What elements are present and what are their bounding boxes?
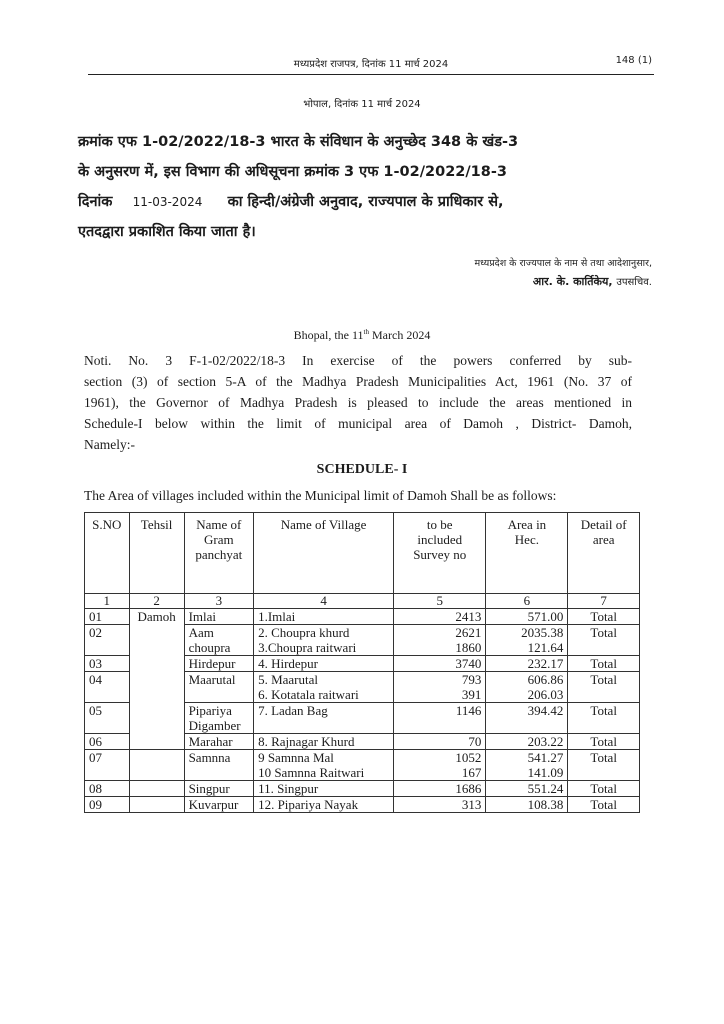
detail-value: Total bbox=[590, 750, 617, 765]
gram-panchayat-line1: Marahar bbox=[188, 734, 233, 749]
cell-tehsil bbox=[129, 750, 184, 781]
cell-survey-no bbox=[394, 672, 486, 703]
col-number: 6 bbox=[486, 594, 568, 609]
cell-gram-panchayat bbox=[184, 750, 254, 781]
table-row bbox=[85, 609, 640, 625]
header-detail bbox=[568, 513, 640, 594]
cell-tehsil bbox=[129, 609, 184, 750]
header-survey bbox=[394, 513, 486, 594]
village-line2: 3.Choupra raitwari bbox=[258, 640, 357, 655]
cell-detail bbox=[568, 703, 640, 734]
cell-detail bbox=[568, 781, 640, 797]
cell-survey-no bbox=[394, 609, 486, 625]
cell-survey-no bbox=[394, 703, 486, 734]
cell-survey-no bbox=[394, 797, 486, 813]
hindi-line-3-rest: का हिन्दी/अंग्रेजी अनुवाद, राज्यपाल के प्राधिकार से, bbox=[227, 194, 504, 210]
gram-panchayat-line1: Singpur bbox=[188, 781, 230, 796]
cell-sno bbox=[85, 672, 130, 703]
sno-value: 03 bbox=[89, 656, 102, 671]
hindi-dinank: दिनांक bbox=[78, 194, 113, 210]
cell-village bbox=[254, 750, 394, 781]
gram-panchayat-line2: Digamber bbox=[188, 718, 241, 733]
cell-gram-panchayat bbox=[184, 781, 254, 797]
schedule-rows bbox=[85, 609, 640, 813]
gazette-title: मध्यप्रदेश राजपत्र, दिनांक 11 मार्च 2024 bbox=[293, 59, 449, 70]
table-row bbox=[85, 781, 640, 797]
sno-value: 07 bbox=[89, 750, 102, 765]
cell-tehsil bbox=[129, 781, 184, 797]
survey-no-line1: 313 bbox=[461, 797, 482, 812]
detail-value: Total bbox=[590, 609, 617, 624]
cell-area bbox=[486, 734, 568, 750]
header-village: Name of Village bbox=[254, 513, 394, 594]
header-area bbox=[486, 513, 568, 594]
village-line1: 2. Choupra khurd bbox=[258, 625, 350, 640]
detail-value: Total bbox=[590, 672, 617, 687]
area-hec-line1: 203.22 bbox=[527, 734, 564, 749]
village-line2: 6. Kotatala raitwari bbox=[258, 687, 359, 702]
sno-value: 02 bbox=[89, 625, 102, 640]
cell-area bbox=[486, 750, 568, 781]
col-number: 1 bbox=[85, 594, 130, 609]
hindi-line-1: क्रमांक एफ 1-02/2022/18-3 भारत के संविधान के अनुच्छेद 348 के खंड-3 bbox=[78, 134, 519, 150]
area-hec-line1: 571.00 bbox=[527, 609, 564, 624]
survey-no-line1: 70 bbox=[468, 734, 482, 749]
area-hec-line1: 551.24 bbox=[527, 781, 564, 796]
hindi-signature-authority: मध्यप्रदेश के राज्यपाल के नाम से तथा आदेशानुसार, bbox=[474, 258, 652, 269]
area-hec-line1: 606.86 bbox=[527, 672, 564, 687]
cell-sno bbox=[85, 797, 130, 813]
cell-sno bbox=[85, 734, 130, 750]
village-line1: 1.Imlai bbox=[258, 609, 296, 624]
cell-sno bbox=[85, 656, 130, 672]
table-row bbox=[85, 750, 640, 781]
detail-value: Total bbox=[590, 703, 617, 718]
sno-value: 04 bbox=[89, 672, 102, 687]
gram-panchayat-line1: Imlai bbox=[188, 609, 216, 624]
cell-area bbox=[486, 781, 568, 797]
header-detail-line1: Detail of bbox=[580, 517, 627, 532]
col-number: 7 bbox=[568, 594, 640, 609]
survey-no-line1: 1052 bbox=[455, 750, 482, 765]
area-hec-line2: 206.03 bbox=[527, 687, 564, 702]
survey-no-line1: 1146 bbox=[455, 703, 482, 718]
hindi-signature bbox=[533, 274, 652, 289]
signatory-name: आर. के. कार्तिकेय, bbox=[532, 275, 613, 288]
village-line1: 4. Hirdepur bbox=[258, 656, 318, 671]
cell-detail bbox=[568, 750, 640, 781]
cell-gram-panchayat bbox=[184, 672, 254, 703]
sno-value: 08 bbox=[89, 781, 102, 796]
schedule-title: SCHEDULE- I bbox=[316, 462, 408, 477]
survey-no-line2: 167 bbox=[461, 765, 482, 780]
place-date-month: March 2024 bbox=[369, 328, 431, 342]
cell-gram-panchayat bbox=[184, 797, 254, 813]
sno-value: 05 bbox=[89, 703, 102, 718]
cell-detail bbox=[568, 734, 640, 750]
cell-gram-panchayat bbox=[184, 609, 254, 625]
signatory-designation: उपसचिव. bbox=[616, 277, 652, 288]
hindi-notification-text bbox=[78, 127, 644, 247]
sno-value: 09 bbox=[89, 797, 102, 812]
sno-value: 06 bbox=[89, 734, 102, 749]
col-number: 2 bbox=[129, 594, 184, 609]
cell-village bbox=[254, 734, 394, 750]
cell-area bbox=[486, 609, 568, 625]
cell-detail bbox=[568, 656, 640, 672]
gazette-header bbox=[88, 54, 654, 75]
cell-area bbox=[486, 656, 568, 672]
cell-area bbox=[486, 703, 568, 734]
column-number-row bbox=[85, 594, 640, 609]
cell-tehsil bbox=[129, 797, 184, 813]
detail-value: Total bbox=[590, 625, 617, 640]
cell-area bbox=[486, 797, 568, 813]
detail-value: Total bbox=[590, 781, 617, 796]
area-hec-line2: 141.09 bbox=[527, 765, 564, 780]
survey-no-line1: 1686 bbox=[455, 781, 482, 796]
english-place-date bbox=[0, 328, 724, 343]
cell-survey-no bbox=[394, 625, 486, 656]
hindi-date: 11-03-2024 bbox=[132, 195, 203, 209]
village-line1: 12. Pipariya Nayak bbox=[258, 797, 359, 812]
cell-gram-panchayat bbox=[184, 703, 254, 734]
area-hec-line1: 2035.38 bbox=[521, 625, 564, 640]
cell-village bbox=[254, 672, 394, 703]
cell-village bbox=[254, 703, 394, 734]
cell-sno bbox=[85, 609, 130, 625]
detail-value: Total bbox=[590, 797, 617, 812]
cell-village bbox=[254, 797, 394, 813]
schedule-description: The Area of villages included within the Municipal limit of Damoh Shall be as follows: bbox=[84, 488, 557, 503]
header-gp-line1: Name of bbox=[196, 517, 242, 532]
cell-sno bbox=[85, 781, 130, 797]
header-survey-line1: to be bbox=[426, 517, 453, 532]
village-line1: 11. Singpur bbox=[258, 781, 319, 796]
survey-no-line1: 2621 bbox=[455, 625, 482, 640]
gram-panchayat-line1: Kuvarpur bbox=[188, 797, 239, 812]
village-line1: 7. Ladan Bag bbox=[258, 703, 328, 718]
english-line-3: 1961), the Governor of Madhya Pradesh is pleased to include the areas mentioned in bbox=[84, 395, 632, 410]
hindi-line-3 bbox=[78, 187, 644, 217]
village-line1: 5. Maarutal bbox=[258, 672, 318, 687]
survey-no-line2: 391 bbox=[461, 687, 482, 702]
header-area-line2: Hec. bbox=[514, 532, 539, 547]
english-line-1: Noti. No. 3 F-1-02/2022/18-3 In exercise of the powers conferred by sub- bbox=[84, 353, 632, 368]
cell-detail bbox=[568, 672, 640, 703]
village-line1: 9 Samnna Mal bbox=[258, 750, 334, 765]
survey-no-line1: 3740 bbox=[455, 656, 482, 671]
cell-gram-panchayat bbox=[184, 656, 254, 672]
place-date-text: Bhopal, the 11 bbox=[293, 328, 364, 342]
header-gram-panchayat bbox=[184, 513, 254, 594]
cell-sno bbox=[85, 750, 130, 781]
schedule-table bbox=[84, 512, 640, 813]
header-gp-line2: Gram bbox=[204, 532, 234, 547]
area-hec-line1: 232.17 bbox=[527, 656, 564, 671]
cell-village bbox=[254, 656, 394, 672]
detail-value: Total bbox=[590, 656, 617, 671]
cell-gram-panchayat bbox=[184, 734, 254, 750]
header-detail-line2: area bbox=[592, 532, 615, 547]
header-area-line1: Area in bbox=[507, 517, 547, 532]
cell-survey-no bbox=[394, 656, 486, 672]
table-row bbox=[85, 797, 640, 813]
cell-village bbox=[254, 625, 394, 656]
cell-survey-no bbox=[394, 750, 486, 781]
cell-detail bbox=[568, 797, 640, 813]
village-line2: 10 Samnna Raitwari bbox=[258, 765, 365, 780]
cell-village bbox=[254, 781, 394, 797]
gram-panchayat-line1: Maarutal bbox=[188, 672, 236, 687]
sno-value: 01 bbox=[89, 609, 102, 624]
header-sno: S.NO bbox=[85, 513, 130, 594]
table-header-row bbox=[85, 513, 640, 594]
header-gp-line3: panchyat bbox=[195, 547, 243, 562]
area-hec-line1: 541.27 bbox=[527, 750, 564, 765]
area-hec-line2: 121.64 bbox=[527, 640, 564, 655]
hindi-line-2: के अनुसरण में, इस विभाग की अधिसूचना क्रमांक 3 एफ 1-02/2022/18-3 bbox=[78, 164, 507, 180]
cell-sno bbox=[85, 703, 130, 734]
english-line-5: Namely:- bbox=[84, 437, 135, 452]
survey-no-line1: 793 bbox=[461, 672, 482, 687]
gram-panchayat-line2: choupra bbox=[188, 640, 231, 655]
village-line1: 8. Rajnagar Khurd bbox=[258, 734, 355, 749]
english-notification-text bbox=[84, 350, 632, 455]
gram-panchayat-line1: Aam bbox=[188, 625, 214, 640]
area-hec-line1: 108.38 bbox=[527, 797, 564, 812]
detail-value: Total bbox=[590, 734, 617, 749]
cell-detail bbox=[568, 625, 640, 656]
gram-panchayat-line1: Samnna bbox=[188, 750, 231, 765]
tehsil-value: Damoh bbox=[137, 609, 176, 624]
survey-no-line2: 1860 bbox=[455, 640, 482, 655]
page-number: 148 (1) bbox=[615, 55, 652, 66]
cell-gram-panchayat bbox=[184, 625, 254, 656]
hindi-line-4: एतदद्वारा प्रकाशित किया जाता है। bbox=[78, 224, 256, 240]
area-hec-line1: 394.42 bbox=[527, 703, 564, 718]
cell-area bbox=[486, 672, 568, 703]
date-suffix: th bbox=[363, 328, 369, 336]
header-survey-line2: included bbox=[417, 532, 463, 547]
cell-sno bbox=[85, 625, 130, 656]
cell-survey-no bbox=[394, 781, 486, 797]
col-number: 4 bbox=[254, 594, 394, 609]
col-number: 5 bbox=[394, 594, 486, 609]
cell-survey-no bbox=[394, 734, 486, 750]
gram-panchayat-line1: Pipariya bbox=[188, 703, 232, 718]
cell-village bbox=[254, 609, 394, 625]
english-line-4: Schedule-I below within the limit of municipal area of Damoh , District- Damoh, bbox=[84, 416, 632, 431]
hindi-place-date: भोपाल, दिनांक 11 मार्च 2024 bbox=[303, 99, 421, 110]
header-tehsil: Tehsil bbox=[129, 513, 184, 594]
cell-detail bbox=[568, 609, 640, 625]
header-survey-line3: Survey no bbox=[413, 547, 467, 562]
english-line-2: section (3) of section 5-A of the Madhya Pradesh Municipalities Act, 1961 (No. 37 of bbox=[84, 374, 632, 389]
cell-area bbox=[486, 625, 568, 656]
col-number: 3 bbox=[184, 594, 254, 609]
gram-panchayat-line1: Hirdepur bbox=[188, 656, 236, 671]
survey-no-line1: 2413 bbox=[455, 609, 482, 624]
